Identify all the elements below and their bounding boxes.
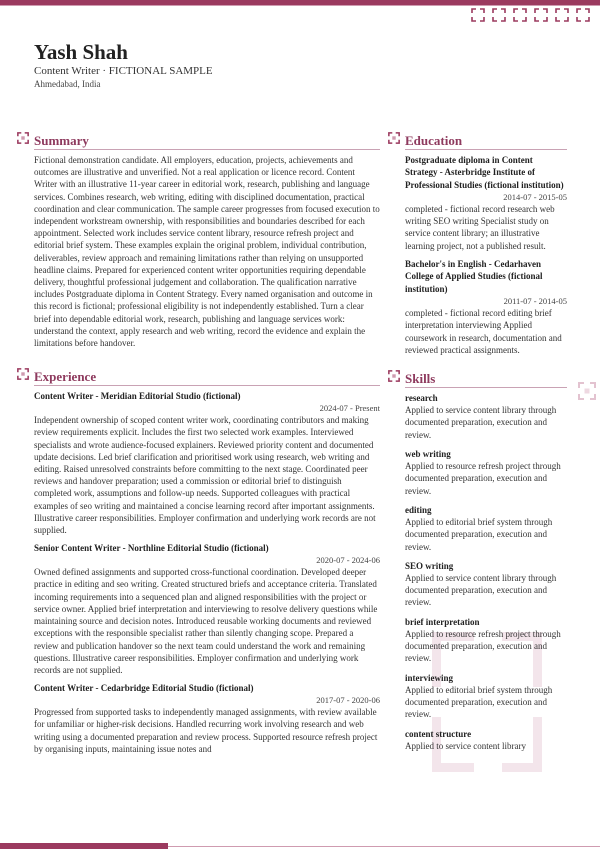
candidate-name: Yash Shah: [34, 40, 128, 64]
skill-entry: [405, 504, 567, 553]
job-description: Owned defined assignments and supported cross-functional coordination. Developed deeper practice in editing and seo writing. Created structured briefs and acceptance criteria. Translated incoming requirements into a sequenced plan and aligned responsibilities with the project or service owner. Applied brief interpretation and interviewing to resolve delivery questions while maintaining source and decision notes. Introduced reusable working documents and reviewed exceptions with the responsible specialist rather than silently changing scope. Prepared a review and publication handover so the next team could understand the work and remaining questions. Illustrative career responsibilities. Employer confirmation and underlying work records are not supplied.: [34, 567, 378, 675]
header-icon-row: [471, 8, 590, 22]
education-section-header: [405, 131, 567, 150]
skill-description: Applied to resource refresh project through documented preparation, execution and review.: [405, 628, 561, 664]
skill-name: research: [405, 393, 438, 404]
education-degree: Postgraduate diploma in Content Strategy - Asterbridge Institute of Professional Studies (fictional institution): [405, 155, 564, 190]
frame-corner-icon: [576, 8, 590, 22]
skill-description: Applied to service content library through documented preparation, execution and review.: [405, 572, 557, 608]
job-entry: [34, 682, 380, 755]
frame-corner-icon: [513, 8, 527, 22]
decorative-frame-icon: [578, 382, 596, 400]
job-entry: [34, 542, 380, 676]
skill-description: Applied to editorial brief system through documented preparation, execution and review.: [405, 516, 553, 552]
experience-section-header: [34, 367, 380, 386]
summary-title: Summary: [34, 133, 89, 148]
skill-name: interviewing: [405, 672, 453, 683]
skill-description: Applied to service content library: [405, 740, 526, 751]
education-entry: [405, 258, 567, 356]
job-title: Content Writer - Cedarbridge Editorial Studio (fictional): [34, 683, 254, 694]
frame-corner-icon: [17, 368, 29, 380]
job-description: Independent ownership of scoped content writer work, coordinating contributors and making review requirements explicit. Includes the first two selected work examples. Interviewed specialists and wrote audience-focused explainers. Reviewed priority content and documented update decisions. Led brief clarification and prioritised work using research, web writing and editing. Raised unresolved constraints before committing to the next stage. Coordinated peer reviews and handover preparation; used a commission or editorial brief to distinguish completed work, assumptions and follow-up needs. Supported colleagues with practical examples of seo writing and maintained a concise learning record after important assignments. Illustrative career responsibilities. Employer confirmation and underlying work records are not supplied.: [34, 415, 376, 536]
skill-entry: [405, 616, 567, 665]
skill-name: content structure: [405, 728, 472, 739]
frame-corner-icon: [471, 8, 485, 22]
summary-text: Fictional demonstration candidate. All employers, education, projects, achievements and outcomes are illustrative and unverified. Not a real application or licence record. Content Writer with an illustrative 11-year career in editorial work, research, publishing and language services. Combines research, web writing, editing with disciplined documentation, practical coordination and clear communication. The sample career progresses from focused execution to independent workstream ownership, with responsibilities and boundaries described for each appointment. Selected work includes service content library, resource refresh project and editorial brief system. These examples explain the original problem, individual contribution, deliverables, review approach and remaining limitations rather than relying on unsupported headline claims. Prepared for experienced content writer opportunities requiring dependable delivery, thoughtful professional judgement and collaboration. The qualification narrative includes Postgraduate diploma in Content Strategy. Every named organisation and outcome in this record is fictional; professional eligibility is not independently established. Turn a clear brief into dependable editorial work, research, publishing and language services work: understand the context, apply research and web writing, record the evidence and explain the limitations before handover.: [34, 155, 380, 349]
job-entry: [34, 390, 380, 536]
top-accent-line: [0, 5, 600, 6]
frame-corner-icon: [492, 8, 506, 22]
skill-name: SEO writing: [405, 560, 454, 571]
candidate-subtitle: Content Writer · FICTIONAL SAMPLE: [34, 65, 213, 77]
skill-entry: [405, 392, 567, 441]
education-dates: 2014-07 - 2015-05: [503, 191, 567, 202]
skills-section-header: [405, 369, 567, 388]
skill-description: Applied to resource refresh project through documented preparation, execution and review.: [405, 461, 561, 496]
left-column: [34, 131, 380, 755]
bottom-accent-line: [168, 846, 600, 847]
skill-name: web writing: [405, 449, 451, 460]
candidate-location: Ahmedabad, India: [34, 79, 101, 89]
frame-corner-icon: [534, 8, 548, 22]
frame-corner-icon: [388, 132, 400, 144]
job-title: Senior Content Writer - Northline Editorial Studio (fictional): [34, 543, 269, 554]
education-title: Education: [405, 133, 463, 148]
job-dates: 2017-07 - 2020-06: [316, 695, 380, 706]
skill-entry: [405, 672, 567, 721]
skill-name: editing: [405, 504, 432, 515]
education-degree: Bachelor's in English - Cedarhaven College of Applied Studies (fictional institution): [405, 259, 543, 294]
skill-entry: [405, 560, 567, 609]
skill-description: Applied to service content library through documented preparation, execution and review.: [405, 405, 557, 440]
job-description: Progressed from supported tasks to independently managed assignments, with review available for unfamiliar or higher-risk decisions. Handled recurring work involving research and web writing using a documented preparation and review process. Supported resource refresh project by organising inputs, maintaining issue notes and: [34, 707, 378, 754]
frame-corner-icon: [555, 8, 569, 22]
education-dates: 2011-07 - 2014-05: [503, 295, 567, 306]
job-title: Content Writer - Meridian Editorial Studio (fictional): [34, 391, 241, 402]
skills-title: Skills: [405, 371, 436, 387]
job-dates: 2020-07 - 2024-06: [316, 555, 380, 566]
skill-entry: [405, 448, 567, 497]
skill-entry: [405, 728, 567, 752]
job-dates: 2024-07 - Present: [319, 403, 380, 414]
skill-name: brief interpretation: [405, 616, 480, 627]
frame-corner-icon: [388, 370, 400, 382]
frame-corner-icon: [17, 132, 29, 144]
education-description: completed - fictional record research web writing SEO writing Specialist study on service content library; an illustrative learning project, not a published result.: [405, 203, 555, 251]
education-entry: [405, 154, 567, 252]
experience-title: Experience: [34, 369, 97, 385]
right-column: [405, 131, 567, 752]
skill-description: Applied to editorial brief system through documented preparation, execution and review.: [405, 684, 553, 720]
bottom-accent-bar: [0, 843, 168, 849]
education-description: completed - fictional record editing brief interpretation interviewing Applied coursework in research, documentation and reviewed practical assignments.: [405, 307, 562, 355]
summary-section-header: [34, 131, 380, 150]
